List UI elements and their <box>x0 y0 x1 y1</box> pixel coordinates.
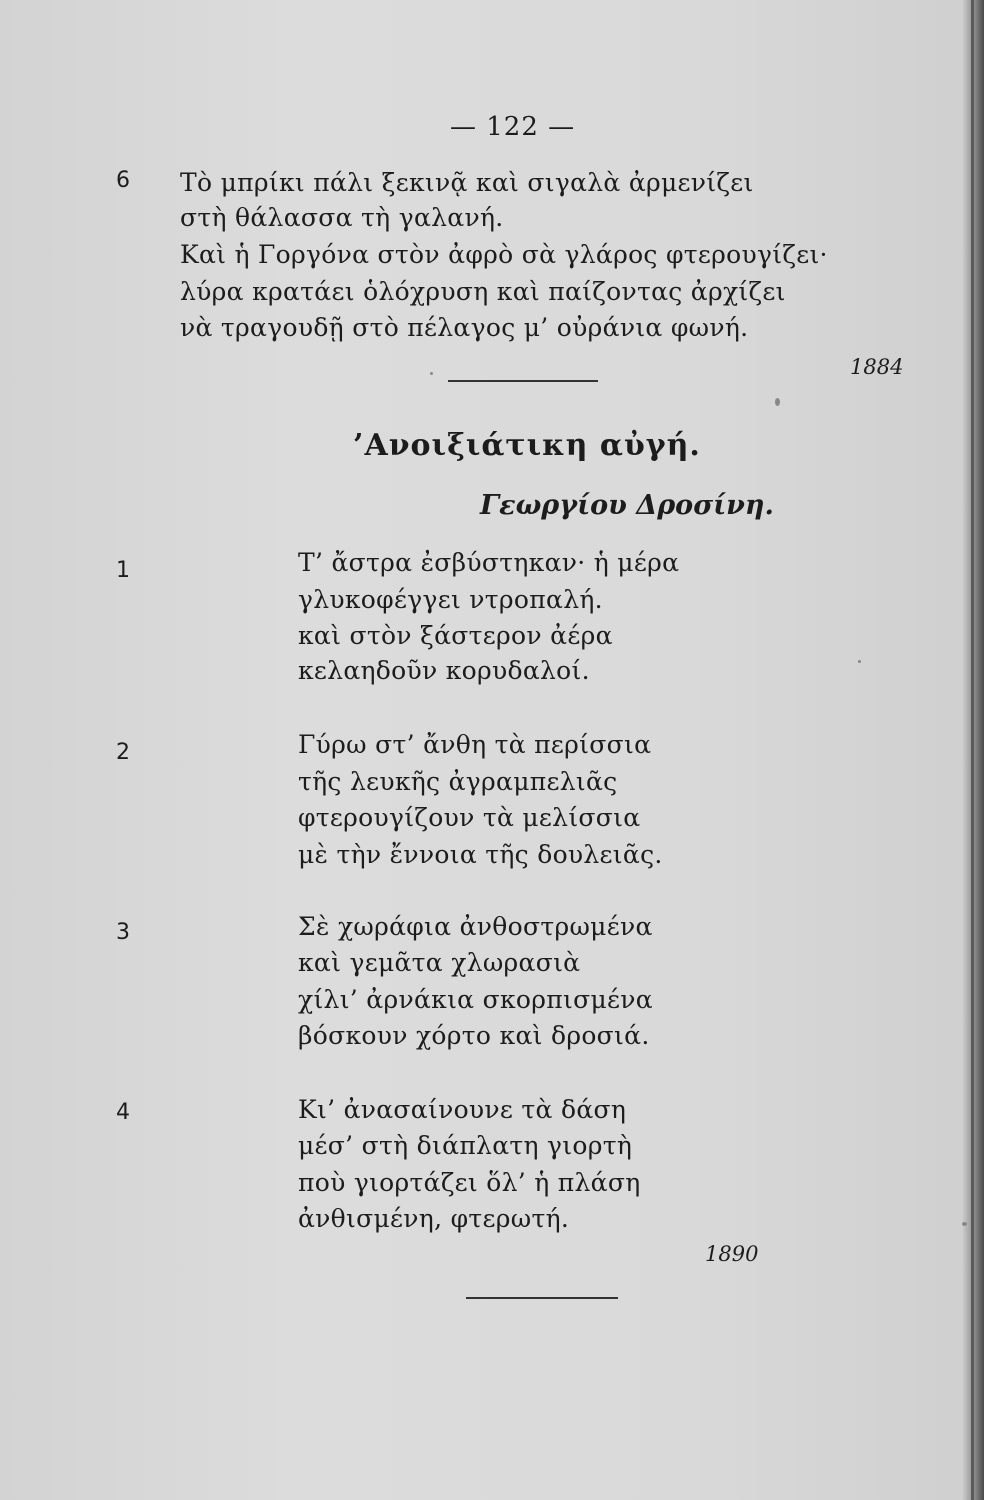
poem-line: Σὲ χωράφια ἀνθοστρωμένα <box>298 912 653 941</box>
poem-line: Καὶ ἡ Γοργόνα στὸν ἀφρὸ σὰ γλάρος φτερουγίζει· <box>180 240 828 269</box>
poem-year: 1890 <box>705 1242 759 1266</box>
poem-line: καὶ γεμᾶτα χλωρασιὰ <box>298 948 581 977</box>
poem-line: γλυκοφέγγει ντροπαλή. <box>298 585 603 614</box>
poem-line: φτερουγίζουν τὰ μελίσσια <box>298 803 641 832</box>
paper-speck <box>858 660 861 663</box>
poem-line: τῆς λευκῆς ἀγραμπελιᾶς <box>298 767 618 796</box>
separator-rule <box>466 1297 618 1299</box>
binding-line <box>971 0 974 1500</box>
poem-line: μέσ’ στὴ διάπλατη γιορτὴ <box>298 1131 633 1160</box>
poem-title: ’Ανοιξιάτικη αὐγή. <box>353 428 701 463</box>
paper-speck <box>775 398 780 406</box>
poem-line: καὶ στὸν ξάστερον ἀέρα <box>298 621 613 650</box>
poem-line: ἀνθισμένη, φτερωτή. <box>298 1204 570 1233</box>
poem-line: Κι’ ἀνασαίνουνε τὰ δάση <box>298 1095 627 1124</box>
page-number: — 122 — <box>450 112 576 142</box>
stanza-number: 6 <box>116 168 130 193</box>
poem-author: Γεωργίου Δροσίνη. <box>480 490 774 521</box>
poem-line: μὲ τὴν ἔννοια τῆς δουλειᾶς. <box>298 840 663 869</box>
poem-line: λύρα κρατάει ὁλόχρυση καὶ παίζοντας ἀρχίζει <box>180 277 786 306</box>
stanza-number: 4 <box>116 1100 130 1125</box>
stanza-number: 1 <box>116 558 130 583</box>
poem-line: στὴ θάλασσα τὴ γαλανή. <box>180 203 504 232</box>
poem-line: Τὸ μπρίκι πάλι ξεκινᾷ καὶ σιγαλὰ ἀρμενίζει <box>180 168 754 197</box>
poem-line: κελαηδοῦν κορυδαλοί. <box>298 656 590 685</box>
paper-speck <box>962 1222 967 1226</box>
paper-speck <box>430 372 433 375</box>
poem-line: Τ’ ἄστρα ἐσβύστηκαν· ἡ μέρα <box>298 548 680 577</box>
poem-line: χίλι’ ἀρνάκια σκορπισμένα <box>298 985 653 1014</box>
poem-line: βόσκουν χόρτο καὶ δροσιά. <box>298 1021 650 1050</box>
stanza-number: 3 <box>116 920 130 945</box>
poem-line: ποὺ γιορτάζει ὅλ’ ἡ πλάση <box>298 1168 641 1197</box>
separator-rule <box>448 380 598 382</box>
poem-line: νὰ τραγουδῇ στὸ πέλαγος μ’ οὐράνια φωνή. <box>180 313 749 342</box>
poem-year: 1884 <box>850 355 904 379</box>
poem-line: Γύρω στ’ ἄνθη τὰ περίσσια <box>298 730 652 759</box>
stanza-number: 2 <box>116 740 130 765</box>
